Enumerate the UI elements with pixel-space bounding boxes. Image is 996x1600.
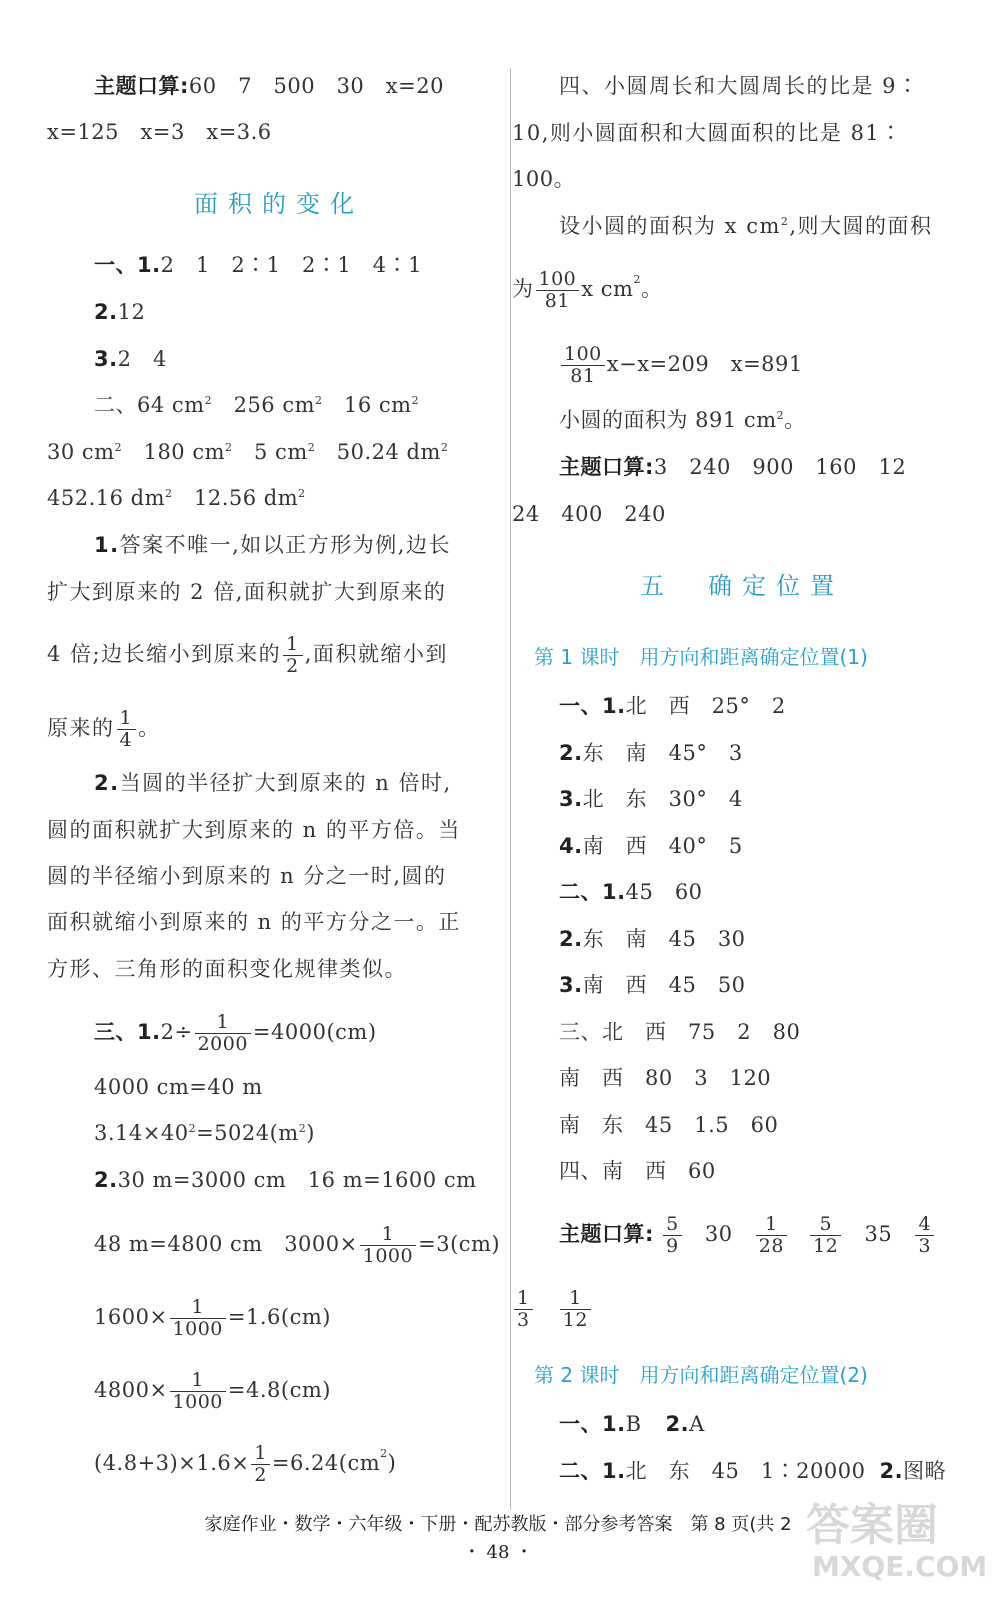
fraction-5-9: $\frac{5}{9}$ (663, 1214, 682, 1257)
lesson1-oral-calc-2 (512, 1288, 593, 1331)
fraction-100-81: $\frac{100}{81}$ (561, 344, 605, 387)
column-divider (510, 68, 511, 1510)
answer-3-2-line4: 4800× $\frac{1}{1000}$ =4.8(cm) (94, 1369, 331, 1413)
answer-4-line5: 为 $\frac{100}{81}$ x $cm^2$。 (512, 268, 663, 312)
answer-2-row2: 30 $cm^2$ 180 $cm^2$ 5 $cm^2$ 50.24 $dm^2$ (47, 440, 449, 464)
lesson1-answer-3-3: 南 东 45 1.5 60 (559, 1113, 779, 1137)
lesson1-answer-1-2: 2.东 南 45° 3 (559, 741, 743, 765)
oral-calc-line-2: x=125 x=3 x=3.6 (47, 120, 272, 144)
answer-4-line3: 100。 (512, 167, 576, 191)
lesson2-answer-2: 二、1.北 东 45 1∶20000 2.图略 (559, 1459, 947, 1483)
para-2-line4: 面积就缩小到原来的 n 的平方分之一。正 (47, 910, 461, 934)
answer-3-2: 2.30 m=3000 cm 16 m=1600 cm (94, 1168, 477, 1192)
answer-4-line1: 四、小圆周长和大圆周长的比是 9∶ (559, 74, 920, 98)
lesson1-answer-4: 四、南 西 60 (559, 1159, 716, 1183)
oral-calc-line-2: 24 400 240 (512, 502, 666, 526)
fraction-1-3: $\frac{1}{3}$ (514, 1288, 533, 1331)
fraction-1-2000: $\frac{1}{2000}$ (195, 1012, 251, 1055)
oral-calc-line: 主题口算:60 7 500 30 x=20 (94, 74, 444, 98)
fraction-1-12: $\frac{1}{12}$ (560, 1288, 591, 1331)
para-1-line4: 原来的 $\frac{1}{4}$ 。 (47, 707, 161, 751)
answer-4-line4: 设小圆的面积为 x $cm^2$,则大圆的面积 (559, 214, 933, 238)
answer-3-2-line5: (4.8+3)×1.6× $\frac{1}{2}$ $=6.24(cm^2)$ (94, 1442, 397, 1486)
oral-calc-line: 主题口算:3 240 900 160 12 (559, 455, 907, 479)
lesson1-answer-3-1: 三、北 西 75 2 80 (559, 1020, 801, 1044)
para-2-line1: 2.当圆的半径扩大到原来的 n 倍时, (94, 771, 452, 795)
answer-4-result: 小圆的面积为 891 $cm^2$。 (559, 408, 806, 432)
fraction-1-1000: $\frac{1}{1000}$ (360, 1224, 416, 1267)
answer-3-2-line3: 1600× $\frac{1}{1000}$ =1.6(cm) (94, 1296, 331, 1340)
lesson1-answer-1-3: 3.北 东 30° 4 (559, 787, 743, 811)
answer-3-2-line2: 48 m=4800 cm 3000× $\frac{1}{1000}$ =3(cm) (94, 1223, 501, 1267)
answer-1-2: 2.12 (94, 300, 146, 324)
section-title-area-change: 面积的变化 (194, 190, 364, 218)
answer-4-line2: 10,则小圆面积和大圆面积的比是 81∶ (512, 121, 903, 145)
fraction-100-81: $\frac{100}{81}$ (536, 269, 580, 312)
answer-3-1: 三、1.2÷ $\frac{1}{2000}$ =4000(cm) (94, 1011, 377, 1055)
lesson-1-heading: 第 1 课时 用方向和距离确定位置(1) (534, 645, 868, 669)
page-footer: 家庭作业・数学・六年级・下册・配苏教版・部分参考答案 第 8 页(共 2 (204, 1514, 792, 1535)
svg-text:MXQE.COM: MXQE.COM (812, 1550, 988, 1583)
answer-4-equation: $\frac{100}{81}$ x−x=209 x=891 (559, 344, 803, 387)
lesson1-answer-1-4: 4.南 西 40° 5 (559, 834, 743, 858)
para-2-line5: 方形、三角形的面积变化规律类似。 (47, 957, 407, 981)
lesson1-oral-calc: 主题口算: $\frac{5}{9}$ 30 $\frac{1}{28}$ $\frac{5}{12}$ 35 $\frac{4}{3}$ (559, 1214, 936, 1257)
lesson1-answer-3-2: 南 西 80 3 120 (559, 1066, 772, 1090)
watermark-logo (798, 1488, 988, 1584)
answer-2-row3: 452.16 $dm^2$ 12.56 $dm^2$ (47, 486, 306, 510)
lesson1-answer-2-1: 二、1.45 60 (559, 880, 703, 904)
section-title-position: 五 确定位置 (640, 572, 844, 600)
lesson1-answer-2-2: 2.东 南 45 30 (559, 927, 746, 951)
answer-3-1-line3: $3.14\times 40^2=5024(m^2)$ (94, 1121, 315, 1145)
para-2-line3: 圆的半径缩小到原来的 n 分之一时,圆的 (47, 864, 447, 888)
fraction-one-half: $\frac{1}{2}$ (283, 634, 303, 677)
lesson-2-heading: 第 2 课时 用方向和距离确定位置(2) (534, 1363, 868, 1387)
lesson1-answer-2-3: 3.南 西 45 50 (559, 973, 746, 997)
para-1-line3: 4 倍;边长缩小到原来的 $\frac{1}{2}$ ,面积就缩小到 (47, 633, 448, 677)
answer-3-1-line2: 4000 cm=40 m (94, 1075, 263, 1099)
fraction-one-quarter: $\frac{1}{4}$ (117, 708, 137, 751)
svg-text:答案圈: 答案圈 (806, 1500, 938, 1551)
answer-1-3: 3.2 4 (94, 347, 167, 371)
lesson1-answer-1-1: 一、1.北 西 25° 2 (559, 694, 786, 718)
lesson2-answer-1: 一、1.B 2.A (559, 1412, 705, 1436)
answer-1-1: 一、1.2 1 2∶1 2∶1 4∶1 (94, 253, 422, 277)
fraction-1-28: $\frac{1}{28}$ (756, 1214, 787, 1257)
para-1-line2: 扩大到原来的 2 倍,面积就扩大到原来的 (47, 580, 447, 604)
fraction-1-1000: $\frac{1}{1000}$ (170, 1370, 226, 1413)
fraction-one-half: $\frac{1}{2}$ (251, 1443, 270, 1486)
fraction-5-12: $\frac{5}{12}$ (810, 1214, 841, 1257)
fraction-4-3: $\frac{4}{3}$ (915, 1214, 934, 1257)
para-1-line1: 1.答案不唯一,如以正方形为例,边长 (94, 533, 451, 557)
para-2-line2: 圆的面积就扩大到原来的 n 的平方倍。当 (47, 818, 461, 842)
fraction-1-1000: $\frac{1}{1000}$ (170, 1297, 226, 1340)
answer-2-row1: 二、64 $cm^2$ 256 $cm^2$ 16 $cm^2$ (94, 393, 420, 417)
page-number: ・ 48 ・ (462, 1542, 534, 1563)
